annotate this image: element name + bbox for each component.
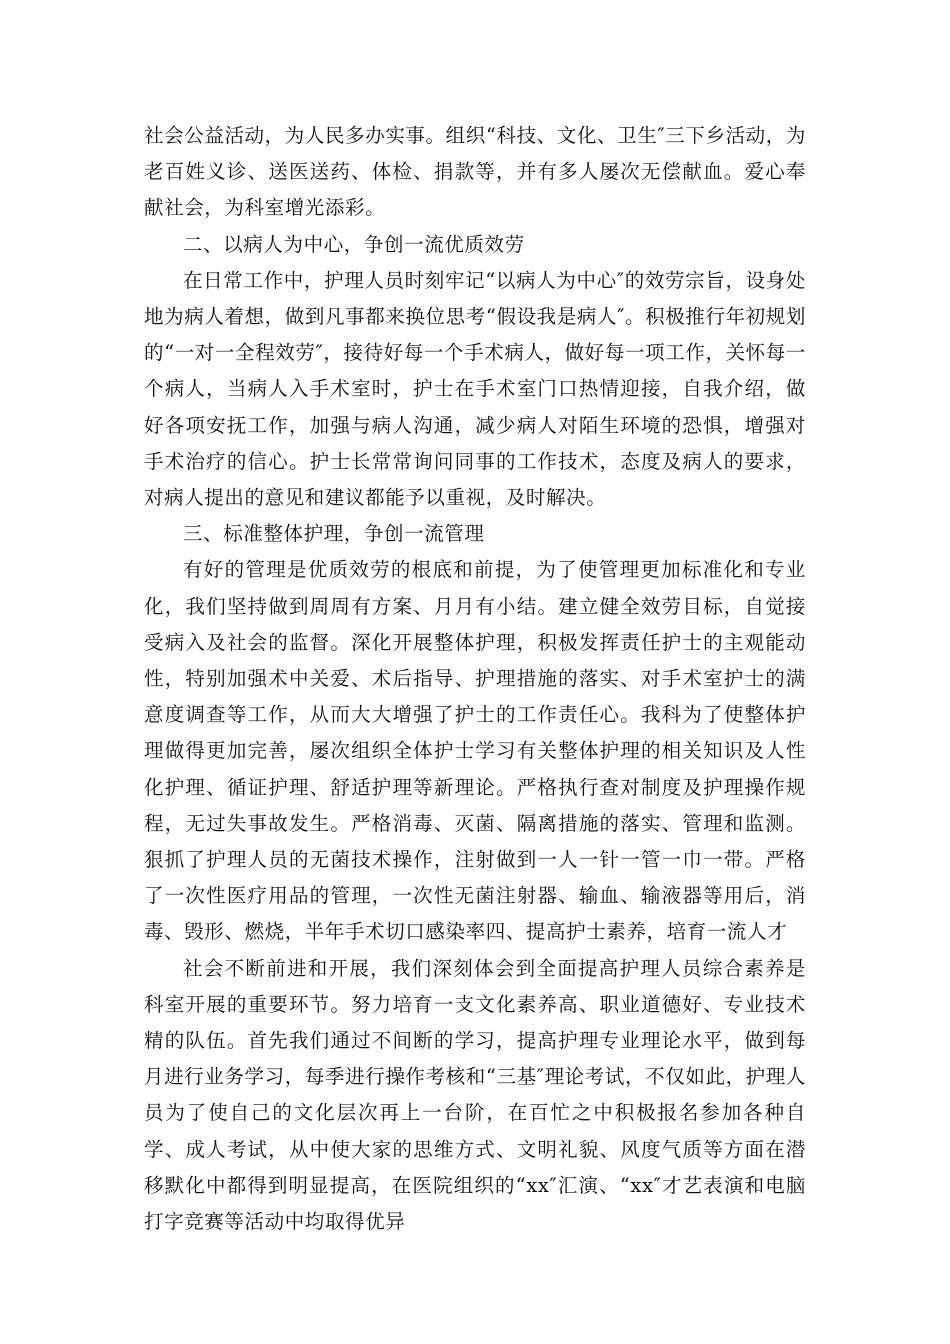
paragraph-daily-work: 在日常工作中，护理人员时刻牢记“以病人为中心″的效劳宗旨，设身处地为病人着想，做到凡事都来换位思考“假设我是病人″。积极推行年初规划的“一对一全程效劳″，接待好每一个手术病人，做好每一项工作，关怀每一个病人，当病人入手术室时，护士在手术室门口热情迎接，自我介绍，做好各项安抚工作，加强与病人沟通，减少病人对陌生环境的恐惧，增强对手术治疗的信心。护士长常常询问同事的工作技术，态度及病人的要求，对病人提出的意见和建议都能予以重视，及时解决。: [144, 268, 806, 510]
section-heading-standard-care: 三、标准整体护理，争创一流管理: [183, 522, 485, 546]
paragraph-management: 有好的管理是优质效劳的根底和前提，为了使管理更加标准化和专业化，我们坚持做到周周有方案、月月有小结。建立健全效劳目标，自觉接受病入及社会的监督。深化开展整体护理，积极发挥责任护士的主观能动性，特别加强术中关爱、术后指导、护理措施的落实、对手术室护士的满意度调查等工作，从而大大增强了护士的工作责任心。我科为了使整体护理做得更加完善，屡次组织全体护士学习有关整体护理的相关知识及人性化护理、循证护理、舒适护理等新理论。严格执行查对制度及护理操作规程，无过失事故发生。严格消毒、灭菌、隔离措施的落实、管理和监测。狠抓了护理人员的无菌技术操作，注射做到一人一针一管一巾一带。严格了一次性医疗用品的管理，一次性无菌注射器、输血、输液器等用后，消毒、毁形、燃烧，半年手术切口感染率四、提高护士素养，培育一流人才: [144, 558, 806, 944]
document-body: [144, 118, 806, 1240]
paragraph-public-welfare: 社会公益活动，为人民多办实事。组织“科技、文化、卫生″三下乡活动，为老百姓义诊、送医送药、体检、捐款等，并有多人屡次无偿献血。爱心奉献社会，为科室增光添彩。: [144, 124, 806, 220]
section-heading-patient-centered: 二、以病人为中心，争创一流优质效劳: [183, 232, 525, 256]
paragraph-training: 社会不断前进和开展，我们深刻体会到全面提高护理人员综合素养是科室开展的重要环节。努力培育一支文化素养高、职业道德好、专业技术精的队伍。首先我们通过不间断的学习，提高护理专业理论水平，做到每月进行业务学习，每季进行操作考核和“三基″理论考试，不仅如此，护理人员为了使自己的文化层次再上一台阶，在百忙之中积极报名参加各种自学、成人考试，从中使大家的思维方式、文明礼貌、风度气质等方面在潜移默化中都得到明显提高，在医院组织的“xx″汇演、“xx″才艺表演和电脑打字竞赛等活动中均取得优异: [144, 956, 806, 1234]
